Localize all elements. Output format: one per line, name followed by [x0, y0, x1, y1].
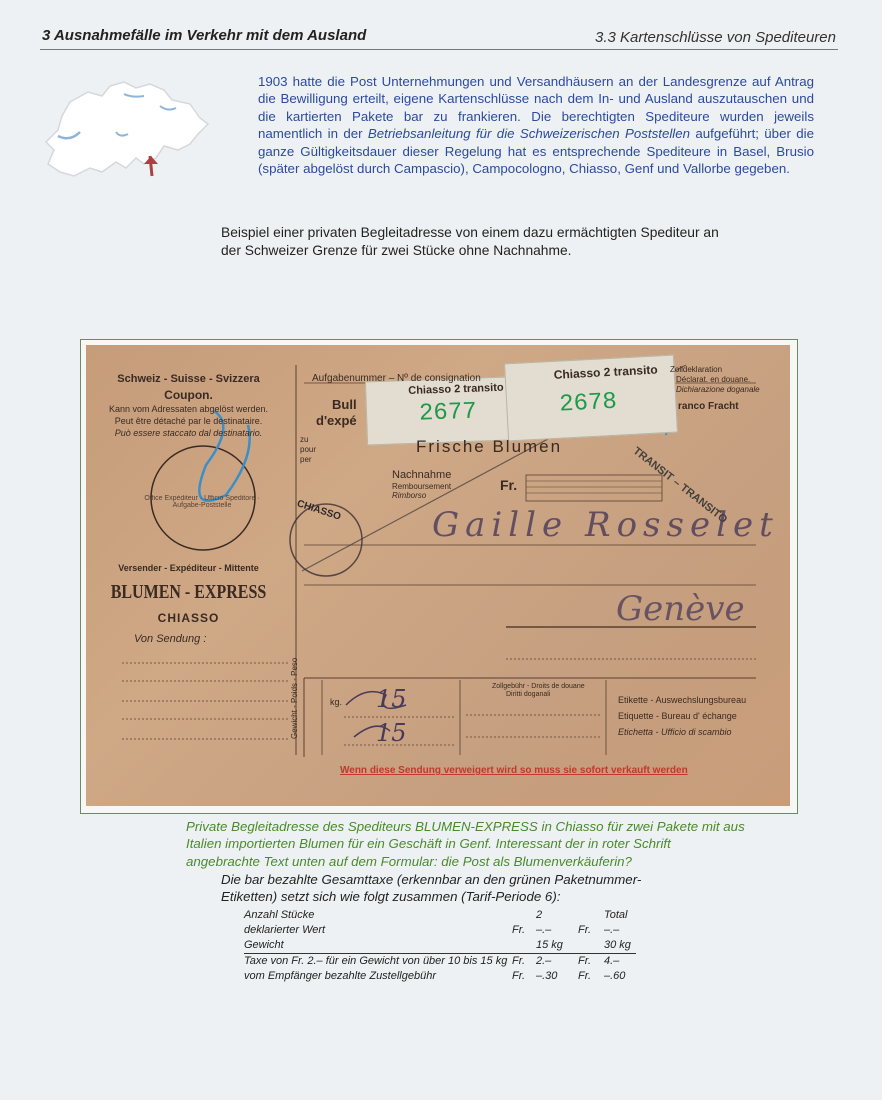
zolldeklaration-1: Zolldeklaration [670, 365, 723, 374]
gewicht-label: Gewicht - Poids - Peso [290, 657, 299, 739]
bull-label: Bull [332, 397, 357, 412]
content-frische-blumen: Frische Blumen [416, 437, 563, 456]
diritti-label: Diritti doganali [506, 691, 551, 698]
zu-label: zu [300, 435, 309, 444]
pour-label: pour [300, 445, 317, 454]
destination-handwriting: Genève [616, 589, 745, 629]
switzerland-map-icon [40, 72, 215, 192]
chapter-heading: 3 Ausnahmefälle im Verkehr mit dem Ausland [42, 27, 367, 44]
section-heading: 3.3 Kartenschlüsse von Spediteuren [595, 29, 836, 46]
etikette-fr: Etiquette - Bureau d' échange [618, 711, 737, 721]
coupon-country: Schweiz - Suisse - Svizzera [117, 373, 260, 385]
aufgabe-number-label: Aufgabenummer – Nº de consignation [312, 373, 481, 384]
rimborso-label: Rimborso [392, 491, 427, 500]
fr-label: Fr. [500, 477, 518, 493]
calc-row: Gewicht 15 kg 30 kg [244, 938, 636, 954]
coupon-note-it: Può essere staccato dal destinatario. [114, 428, 263, 438]
coupon-title: Coupon. [164, 388, 213, 402]
etikette-it: Etichetta - Ufficio di scambio [618, 727, 732, 737]
card-caption: Private Begleitadresse des Spediteurs BLUMEN-EXPRESS in Chiasso für zwei Pakete mit aus Italien importierten Blumen für ein Geschäft in Genf. Interessant der in roter Schrift angebrachte Text unten auf dem Formular: die Post als Blumenverkäuferin? [186, 819, 745, 869]
franco-fracht: ranco Fracht [678, 401, 739, 412]
dispatch-card [86, 345, 790, 806]
parcel-label-2677: Chiasso 2 transito 2677 [365, 377, 511, 446]
coupon-note-fr: Peut être détaché par le destinataire. [114, 416, 263, 426]
intro-paragraph: 1903 hatte die Post Unternehmungen und Versandhäusern an der Landesgrenze auf Antrag die Bewilligung erteilt, eigene Kartenschlüsse nach dem In- und Ausland auszutauschen und die kartierten Pakete bar zu frankieren. Die berechtigten Spediteure wurden jeweils namentlich in der Betriebsanleitung für die Schweizerischen Poststellen aufgeführt; über die ganze Gültigkeitsdauer dieser Regelung hat es entsprechende Spediteure in Basel, Brusio (später abgelöst durch Campascio), Campocologno, Chiasso, Genf und Vallorbe gegeben. [258, 74, 814, 177]
dexpe-label: d'expé [316, 413, 357, 428]
remboursement-label: Remboursement [392, 482, 452, 491]
per-label: per [300, 455, 312, 464]
zolldeklaration-2: Déclarat. en douane. [676, 375, 751, 384]
sender-company: BLUMEN - EXPRESS [110, 581, 267, 603]
zollgebuehr-label: Zollgebühr - Droits de douane [492, 683, 585, 690]
von-sendung: Von Sendung : [134, 633, 207, 645]
calc-row: deklarierter Wert Fr. –.– Fr. –.– [244, 924, 620, 936]
sender-city: CHIASSO [157, 611, 220, 625]
sender-label: Versender - Expéditeur - Mittente [118, 563, 259, 573]
etikette-de: Etikette - Auswechslungsbureau [618, 695, 747, 705]
calc-row: Anzahl Stücke 2 Total [244, 909, 628, 921]
office-stamp-text: Office Expéditeur · Ufficio Speditore · Aufgabe-Poststelle [144, 495, 260, 509]
calc-row: vom Empfänger bezahlte Zustellgebühr Fr. –.30 Fr. –.60 [244, 970, 626, 982]
header-rule [40, 49, 838, 50]
postmark-chiasso: CHIASSO [295, 498, 343, 523]
kg-label: kg. [330, 697, 343, 707]
fee-calculation-table [244, 908, 636, 984]
weight-2: 15 [376, 719, 407, 747]
example-description: Beispiel einer privaten Begleitadresse von einem dazu ermächtigten Spediteur an der Schweizer Grenze für zwei Stücke ohne Nachnahme. [221, 225, 719, 258]
calculation-intro: Die bar bezahlte Gesamttaxe (erkennbar an den grünen Paketnummer-Etiketten) setzt sich wie folgt zusammen (Tarif-Periode 6): [221, 872, 642, 905]
nachnahme-label: Nachnahme [392, 469, 452, 481]
coupon-note-de: Kann vom Adressaten abgelöst werden. [108, 404, 269, 414]
red-warning-text: Wenn diese Sendung verweigert wird so muss sie sofort verkauft werden [340, 765, 688, 776]
calc-row: Taxe von Fr. 2.– für ein Gewicht von über 10 bis 15 kg Fr. 2.– Fr. 4.– [244, 955, 620, 967]
weight-1: 15 [376, 685, 407, 713]
addressee-handwriting: Gaille Rosselet [432, 505, 779, 545]
zolldeklaration-3: Dichiarazione doganale [676, 385, 760, 394]
transit-stamp: TRANSIT – TRANSITO [630, 445, 730, 526]
parcel-label-2678: Chiasso 2 transito 2678 [504, 355, 678, 442]
